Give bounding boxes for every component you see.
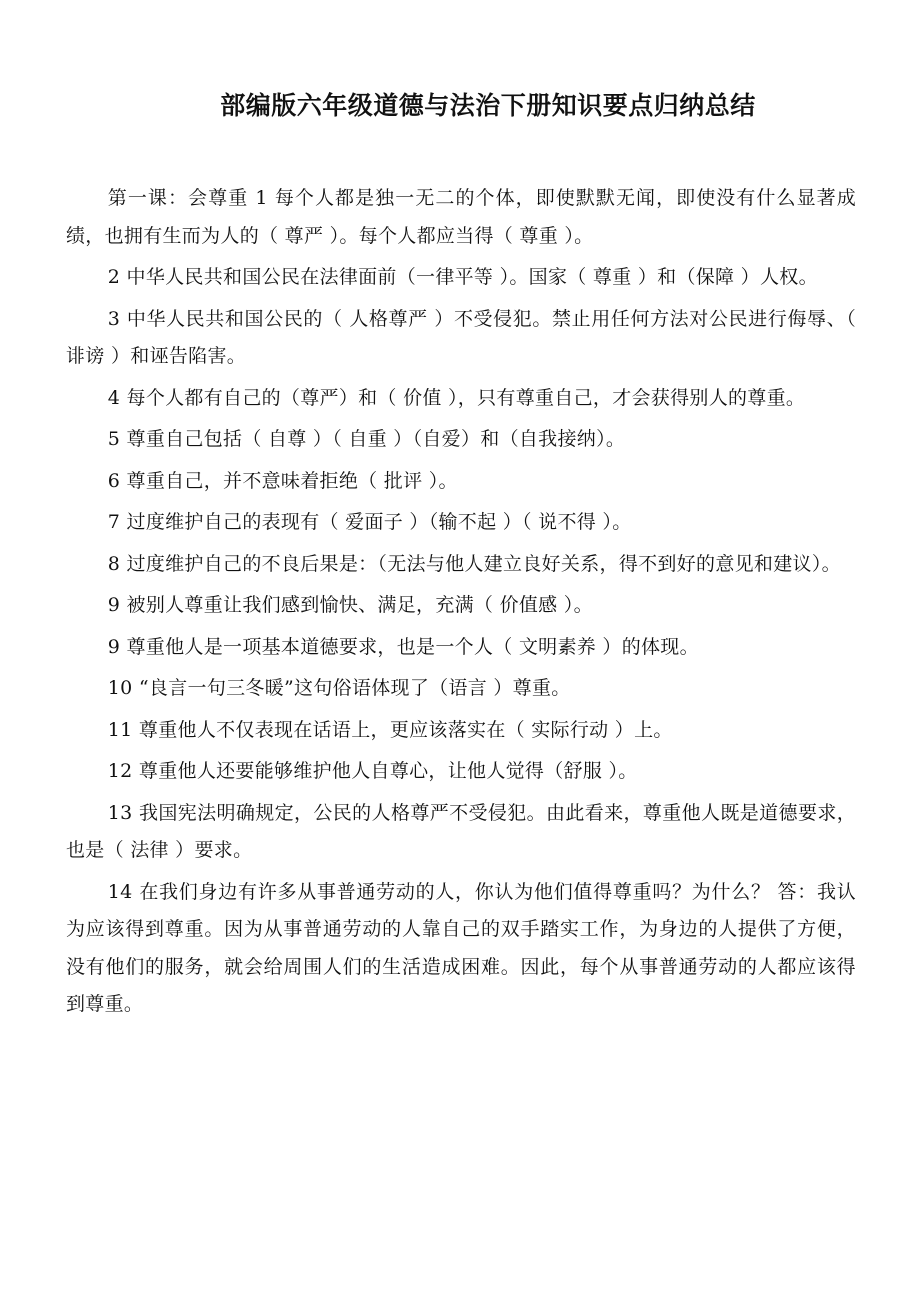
paragraph-lesson-1-item-1: 第一课：会尊重 1 每个人都是独一无二的个体，即使默默无闻，即使没有什么显著成绩，也拥有生而为人的（ 尊严 ）。每个人都应当得（ 尊重 ）。 xyxy=(66,187,856,247)
document-title: 部编版六年级道德与法治下册知识要点归纳总结 xyxy=(220,91,756,120)
paragraph-item-4: 4 每个人都有自己的（尊严）和（ 价值 ），只有尊重自己，才会获得别人的尊重。 xyxy=(107,386,806,409)
paragraph-item-8: 8 过度维护自己的不良后果是：（无法与他人建立良好关系，得不到好的意见和建议）。 xyxy=(107,552,841,575)
paragraph-item-11: 11 尊重他人不仅表现在话语上，更应该落实在（ 实际行动 ）上。 xyxy=(107,718,673,741)
paragraph-item-13: 13 我国宪法明确规定，公民的人格尊严不受侵犯。由此看来，尊重他人既是道德要求，也是（ 法律 ）要求。 xyxy=(66,801,856,861)
paragraph-item-2: 2 中华人民共和国公民在法律面前（一律平等 ）。国家（ 尊重 ）和（保障 ）人权。 xyxy=(107,266,818,288)
paragraph-item-10: 10 “良言一句三冬暖”这句俗语体现了（语言 ）尊重。 xyxy=(107,677,571,699)
paragraph-item-9a: 9 被别人尊重让我们感到愉快、满足，充满（ 价值感 ）。 xyxy=(107,594,593,616)
document-body xyxy=(66,180,856,1028)
paragraph-item-5: 5 尊重自己包括（ 自尊 ）（ 自重 ）（自爱）和（自我接纳）。 xyxy=(107,428,626,450)
paragraph-item-9b: 9 尊重他人是一项基本道德要求，也是一个人（ 文明素养 ）的体现。 xyxy=(107,635,699,658)
paragraph-item-3: 3 中华人民共和国公民的（ 人格尊严 ）不受侵犯。禁止用任何方法对公民进行侮辱、（ 诽谤 ）和诬告陷害。 xyxy=(66,307,856,367)
paragraph-item-14: 14 在我们身边有许多从事普通劳动的人，你认为他们值得尊重吗？为什么？ 答：我认为应该得到尊重。因为从事普通劳动的人靠自己的双手踏实工作，为身边的人提供了方便，没有他们的服务，就会给周围人们的生活造成困难。因此，每个从事普通劳动的人都应该得到尊重。 xyxy=(66,880,856,1015)
paragraph-item-12: 12 尊重他人还要能够维护他人自尊心，让他人觉得（舒服 ）。 xyxy=(107,760,638,782)
paragraph-item-7: 7 过度维护自己的表现有（ 爱面子 ）（输不起 ）（ 说不得 ）。 xyxy=(107,511,632,533)
paragraph-item-6: 6 尊重自己，并不意味着拒绝（ 批评 ）。 xyxy=(107,469,458,492)
